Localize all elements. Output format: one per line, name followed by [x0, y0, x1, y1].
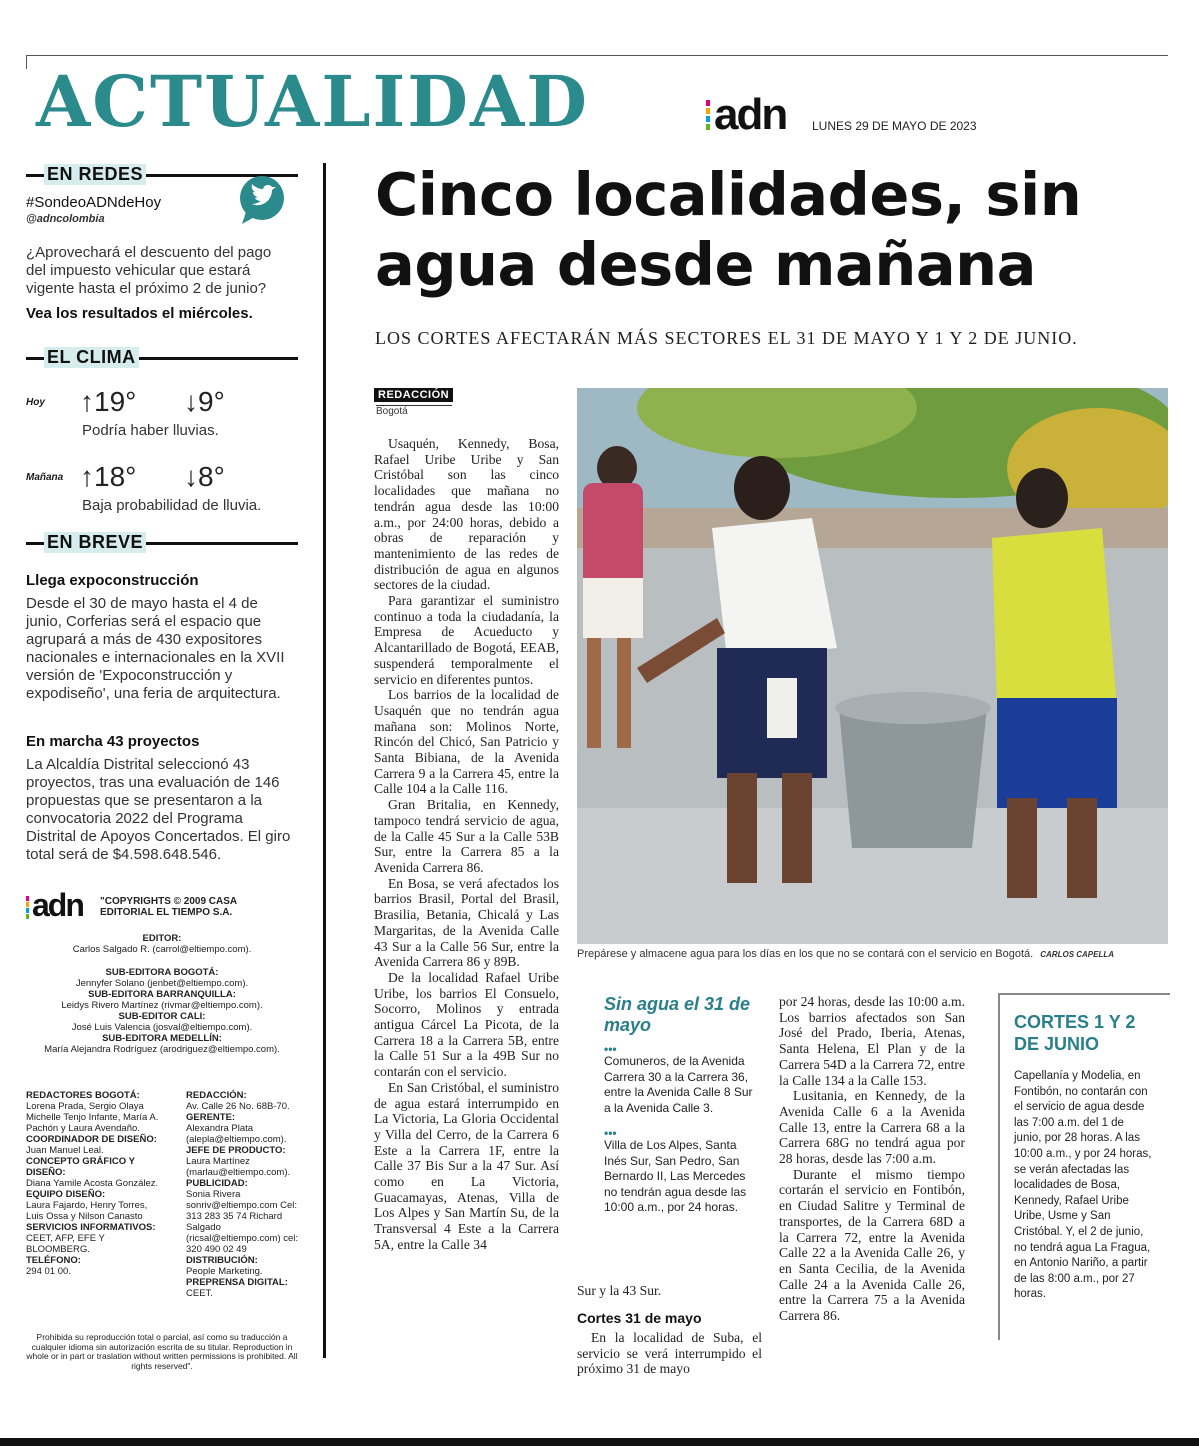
- subeditor-medellin: María Alejandra Rodríguez (arodriguez@eltiempo.com).: [44, 1044, 280, 1055]
- subeditor-cali-heading: SUB-EDITOR CALI:: [118, 1011, 206, 1022]
- article-photo: [577, 388, 1168, 944]
- article-paragraph: por 24 horas, desde las 10:00 a.m. Los barrios afectados son San José del Prado, Iberia, Atenas, Santa Helena, El Plan y de la Carrera 54D a la Carrera 72, entre la Calle 134 a la Calle 153.: [779, 994, 965, 1088]
- article-paragraph: En San Cristóbal, el suministro de agua estará interrumpido en La Victoria, La Gloria Occidental y Villa del Cerro, de la Carrera 6 Este a la Carrera 1F, entre la Calle 37 Bis Sur a la 47 Sur. Así como en La Victoria, Guacamayas, Atenas, Villa de Los Alpes y San Martín Su, de la Transversal 4 Este a la Carrera 5A, entre la Calle 34: [374, 1079, 559, 1252]
- col2-paragraph: En la localidad de Suba, el servicio se verá interrumpido el próximo 31 de mayo: [577, 1330, 762, 1377]
- box-31-mayo: [604, 994, 754, 1216]
- staff-names: Laura Fajardo, Henry Torres, Luis Ossa y Nilson Canasto: [26, 1200, 148, 1222]
- box-31-text-2: Villa de Los Alpes, Santa Inés Sur, San Pedro, San Bernardo II, Las Mercedes no tendrán agua desde las 10:00 a.m., por 24 horas.: [604, 1138, 747, 1214]
- editors-block: [26, 933, 298, 1055]
- breve-item2-text: La Alcaldía Distrital seleccionó 43 proyectos, tras una evaluación de 146 propuestas que se presentaron a la convocatoria 2022 del Programa Distrital de Apoyos Concertados. El giro total será de $4.598.648.546.: [26, 756, 291, 863]
- staff-names: Alexandra Plata (alepla@eltiempo.com).: [186, 1123, 287, 1145]
- caption-text: Prepárese y almacene agua para los días en los que no se contará con el servicio en Bogotá.: [577, 948, 1034, 960]
- staff-heading: PREPRENSA DIGITAL:: [186, 1277, 288, 1288]
- section-title: ACTUALIDAD: [36, 60, 589, 143]
- redes-handle: @adncolombia: [26, 213, 105, 225]
- box-cortes-junio: [998, 993, 1170, 1340]
- subeditor-bogota: Jennyfer Solano (jenbet@eltiempo.com).: [75, 978, 249, 989]
- clima-manana-min: ↓8°: [184, 461, 225, 492]
- top-rule: [26, 55, 1168, 56]
- staff-names: Laura Martínez (marlau@eltiempo.com).: [186, 1156, 291, 1178]
- article-paragraph: En Bosa, se verá afectados los barrios Brasil, Portal del Brasil, Brasilia, Betania, Chicalá y Las Margaritas, de la Avenida Calle 43 Sur a la Calle 56 Sur, entre la Avenida Carrera 86 y 89B.: [374, 875, 559, 970]
- clima-manana-desc: Baja probabilidad de lluvia.: [82, 497, 262, 514]
- article-paragraph: Gran Britalia, en Kennedy, tampoco tendrá servicio de agua, de la Calle 45 Sur a la Calle 53B Sur, entre la Carrera 85 a la Avenida Carrera 86.: [374, 797, 559, 875]
- redes-question: ¿Aprovechará el descuento del pago del impuesto vehicular que estará vigente hasta el próximo 2 de junio?: [26, 244, 272, 297]
- clima-hoy-min: ↓9°: [184, 386, 225, 417]
- subheadline: LOS CORTES AFECTARÁN MÁS SECTORES EL 31 DE MAYO Y 1 Y 2 DE JUNIO.: [375, 328, 1078, 348]
- clima-manana-day: Mañana: [26, 472, 64, 483]
- article-paragraph: Durante el mismo tiempo cortarán el servicio en Fontibón, en Ciudad Salitre y Terminal de transportes, de la Carrera 68D a la Carrera 72, entre la Avenida Calle 22 a la Avenida Calle 26, y en Santa Cecilia, de la Avenida Calle 24 a la Avenida Calle 26, entre la Carrera 75 a la Avenida Carrera 86.: [779, 1166, 965, 1324]
- subeditor-bogota-heading: SUB-EDITORA BOGOTÁ:: [105, 967, 219, 978]
- article-column-1: [374, 436, 559, 1253]
- article-paragraph: De la localidad Rafael Uribe Uribe, los barrios El Consuelo, Socorro, Molinos y entrada antigua Cárcel La Picota, de la Carrera 18 a la Carrera 5B, entre la Calle 51 Sur a la 49B Sur no contarán con el servicio.: [374, 969, 559, 1080]
- staff-heading: CONCEPTO GRÁFICO Y DISEÑO:: [26, 1156, 135, 1178]
- editor-name: Carlos Salgado R. (carrol@eltiempo.com).: [72, 944, 252, 955]
- breve-item1-text: Desde el 30 de mayo hasta el 4 de junio, Corferias será el espacio que agrupará a más de 430 expositores nacionales e internacionales en la XVII versión de 'Expoconstrucción y expodiseño', una feria de arquitectura.: [26, 595, 285, 702]
- article-column-3: [779, 994, 965, 1324]
- staff-names: Juan Manuel Leal.: [26, 1145, 104, 1156]
- twitter-bubble-icon: [232, 174, 292, 226]
- box-31-dots-1: •••: [604, 1042, 617, 1056]
- article-paragraph: Los barrios de la localidad de Usaquén que no tendrán agua mañana son: Molinos Norte, Rincón del Chicó, San Patricio y Santa Bibiana, de la Avenida Carrera 9 a la Carrera 45, entre la Calle 104 a la Calle 116.: [374, 687, 559, 797]
- copyright: "COPYRIGHTS © 2009 CASA EDITORIAL EL TIEMPO S.A.: [100, 896, 237, 918]
- byline: REDACCIÓN: [374, 388, 453, 402]
- subeditor-medellin-heading: SUB-EDITORA MEDELLÍN:: [102, 1033, 222, 1044]
- subeditor-barranquilla-heading: SUB-EDITORA BARRANQUILLA:: [88, 989, 236, 1000]
- col2-continuation: Sur y la 43 Sur.: [577, 1283, 662, 1298]
- staff-heading: PUBLICIDAD:: [186, 1178, 248, 1189]
- article-paragraph: Usaquén, Kennedy, Bosa, Rafael Uribe Uribe y San Cristóbal son las cinco localidades que mañana no tendrán agua desde las 10:00 a.m., por 24:00 horas, debido a obras de reparación y mantenimiento de las redes de distribución de agua en algunos sectores de la ciudad.: [374, 436, 559, 593]
- article-paragraph: Lusitania, en Kennedy, de la Avenida Calle 6 a la Avenida Calle 13, entre la Carrera 68 a la Carrera 68G no tendrá agua por 28 horas, desde las 7:00 a.m.: [779, 1088, 965, 1167]
- staff-heading: REDACCIÓN:: [186, 1090, 247, 1101]
- col2-subtitle: Cortes 31 de mayo: [577, 1310, 702, 1326]
- subeditor-cali: José Luis Valencia (josval@eltiempo.com).: [71, 1022, 253, 1033]
- staff-names: Lorena Prada, Sergio Olaya Michelle Tenjo Infante, María A. Pachón y Laura Avendaño.: [26, 1101, 159, 1134]
- box-31-dots-2: •••: [604, 1126, 617, 1140]
- redes-label: EN REDES: [44, 164, 146, 185]
- col2-text: [577, 1330, 762, 1377]
- clima-hoy-max: ↑19°: [80, 386, 137, 417]
- box-junio-text: Capellanía y Modelia, en Fontibón, no contarán con el servicio de agua desde las 7:00 a.m. del 1 de junio, por 28 horas. A las 10:00 a.m., y por 24 horas, se verán afectadas las localidades de Bosa, Kennedy, Rafael Uribe Uribe, Usme y San Cristóbal. Y, el 2 de junio, no tendrá agua La Fragua, en Antonio Nariño, a partir de las 8:00 a.m., por 27 horas.: [1014, 1070, 1152, 1301]
- staff-heading: GERENTE:: [186, 1112, 236, 1123]
- breve-item1-title: Llega expoconstrucción: [26, 572, 199, 589]
- breve-label: EN BREVE: [44, 532, 146, 553]
- staff-names: Diana Yamile Acosta González.: [26, 1178, 159, 1189]
- staff-heading: EQUIPO DISEÑO:: [26, 1189, 106, 1200]
- photo-caption: [577, 948, 1114, 960]
- staff-names: Sonia Rivera sonriv@eltiempo.com Cel: 313 283 35 74 Richard Salgado (ricsal@eltiempo.com) cel: 320 490 02 49: [186, 1189, 299, 1255]
- adn-logo-text: adn: [32, 887, 83, 923]
- adn-logo-text: adn: [714, 90, 787, 139]
- clima-hoy-day: Hoy: [26, 397, 45, 408]
- staff-names: 294 01 00.: [26, 1266, 71, 1277]
- top-rule-tick: [26, 55, 27, 69]
- redes-hashtag: #SondeoADNdeHoy: [26, 194, 162, 211]
- staff-heading: COORDINADOR DE DISEÑO:: [26, 1134, 157, 1145]
- staff-heading: TELÉFONO:: [26, 1255, 81, 1266]
- box-31-text-1: Comuneros, de la Avenida Carrera 30 a la Carrera 36, entre la Avenida Calle 8 Sur a la Avenida Calle 3.: [604, 1054, 753, 1115]
- column-divider: [323, 163, 326, 1358]
- issue-date: LUNES 29 DE MAYO DE 2023: [812, 119, 977, 133]
- editor-heading: EDITOR:: [142, 933, 182, 944]
- staff-left-column: [26, 1090, 166, 1277]
- staff-heading: REDACTORES BOGOTÁ:: [26, 1090, 140, 1101]
- box-junio-title: CORTES 1 Y 2 DE JUNIO: [1014, 1012, 1136, 1054]
- water-carrying-photo: [577, 388, 1168, 944]
- clima-manana-max: ↑18°: [80, 461, 137, 492]
- staff-names: CEET.: [186, 1288, 213, 1299]
- staff-right-column: [186, 1090, 304, 1299]
- staff-names: Av. Calle 26 No. 68B-70.: [186, 1101, 290, 1112]
- redes-results: Vea los resultados el miércoles.: [26, 305, 253, 322]
- staff-heading: DISTRIBUCIÓN:: [186, 1255, 258, 1266]
- breve-header: [26, 532, 298, 554]
- box-31-title: Sin agua el 31 de mayo: [604, 994, 751, 1035]
- clima-hoy-desc: Podría haber lluvias.: [82, 422, 219, 439]
- bottom-rule: [0, 1438, 1199, 1446]
- breve-item2-title: En marcha 43 proyectos: [26, 733, 200, 750]
- credits-adn-logo: [26, 887, 96, 923]
- staff-names: CEET, AFP, EFE Y BLOOMBERG.: [26, 1233, 105, 1255]
- clima-header: [26, 347, 298, 369]
- photo-credit: CARLOS CAPELLA: [1040, 950, 1115, 959]
- article-paragraph: Para garantizar el suministro continuo a toda la ciudadanía, la Empresa de Acueducto y Alcantarillado de Bogotá, EEAB, suspenderá temporalmente el servicio en diferentes puntos.: [374, 593, 559, 687]
- staff-heading: JEFE DE PRODUCTO:: [186, 1145, 286, 1156]
- headline: Cinco localidades, sin agua desde mañana: [375, 160, 1082, 299]
- staff-names: People Marketing.: [186, 1266, 263, 1277]
- subeditor-barranquilla: Leidys Rivero Martínez (rivmar@eltiempo.com).: [61, 1000, 263, 1011]
- legal-notice: Prohibida su reproducción total o parcial, así como su traducción a cualquier idioma sin autorización escrita de su titular. Reproduction in whole or in part or traslation without written permissions is prohibited. All rights reserved".: [26, 1332, 298, 1371]
- staff-heading: SERVICIOS INFORMATIVOS:: [26, 1222, 156, 1233]
- byline-place: Bogotá: [376, 405, 452, 417]
- clima-label: EL CLIMA: [44, 347, 139, 368]
